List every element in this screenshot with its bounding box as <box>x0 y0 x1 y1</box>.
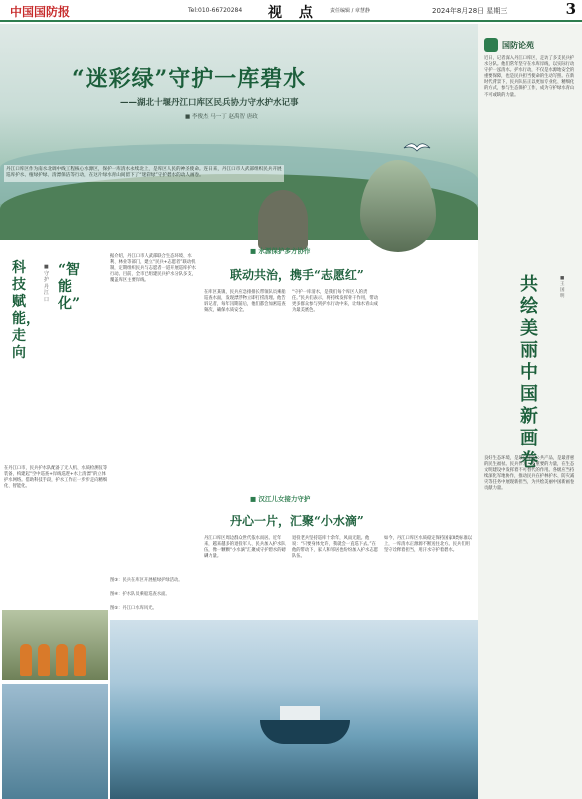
photo-caption-2: 图④：护水队员乘船巡查水面。 <box>110 592 170 597</box>
photo-militia-patrol <box>258 190 308 250</box>
commentary-title: 共绘美丽中国新画卷 <box>520 274 538 471</box>
section2-col3: 如今，丹江口库区水质稳定保持国家Ⅱ类标准以上，一库清水正源源不断送往北方。民兵们用坚守诠释着担当，用汗水守护着碧水。 <box>384 536 473 554</box>
photo-patrol-boat <box>110 620 478 799</box>
commentary-body: 良好生态环境，是最公平的公共产品，是最普惠的民生福祉。民兵作为一支重要的力量，在生态文明建设中发挥着不可替代的作用。各级应当持续深化军地协作，推动民兵在护林护水、防灾减灾等任务中展现新担当，为共绘美丽中国新画卷贡献力量。 <box>484 456 575 492</box>
column-title: 国防论苑 <box>502 41 534 50</box>
telephone: Tel:010-66720284 <box>188 7 243 14</box>
left-kicker: ■ 守护丹江口 <box>44 264 50 303</box>
intro-text: 丹江口库区作为南水北调中线工程核心水源区，保护一库清水永续北上，是库区人民的神圣使命。连日来，丹江口市人武部组织民兵开展巡库护水、植绿护绿、清漂保洁等行动，在这片绿水青山间留下了“迷彩绿”守护碧水的动人画卷。 <box>4 165 284 182</box>
section1-title: 联动共治，携手“志愿红” <box>230 268 364 282</box>
byline: ■ 李俊杰 马一丁 赵禹智 唐政 <box>185 114 258 120</box>
commentary-author: ■ 王国明 <box>560 276 565 299</box>
section1-col2: 在库区某镇，民兵应急排排长带领队员乘船巡查水面，发现漂浮物立即打捞清理。他告诉记者，每年汛期前后，他们都会加密巡查频次，确保水质安全。 <box>204 290 286 314</box>
figure-soldier <box>74 644 86 676</box>
figure-soldier <box>20 644 32 676</box>
newspaper-logo: 中国国防报 <box>10 5 71 19</box>
section2-title: 丹心一片，汇聚“小水滴” <box>230 514 364 528</box>
left-headline-end: “智能化” <box>58 262 81 312</box>
left-column <box>0 240 110 799</box>
figure-soldier <box>38 644 50 676</box>
editor-credit: 责任编辑 / 章慧静 <box>330 8 370 14</box>
column-body-top: 近日，记者深入丹江口库区，走访了多支民兵护水分队。他们常年坚守在水库岸线，以实际行动守护一泓清水。护水行动，不仅是水源地安全的重要保障，也是民兵担当使命的生动写照。在新时代背景下，民兵队伍正以更加专业化、精细化的方式，参与生态保护工作，成为守护绿水青山不可或缺的力量。 <box>484 56 575 98</box>
section-name: 视 点 <box>268 5 319 21</box>
subheadline: ——湖北十堰丹江口库区民兵协力守水护水记事 <box>120 98 299 108</box>
left-body: 在丹江口市，民兵护水队配备了无人机、水质检测仪等装备，构建起“空中巡查+岸线巡逻+水上清漂”的立体护水网络。借助科技手段，护水工作正一步步走向精细化、智能化。 <box>4 466 108 490</box>
left-headline: 科技赋能，走向 <box>12 260 40 361</box>
page-number: 3 <box>565 0 576 18</box>
figure-soldier <box>56 644 68 676</box>
photo-militia-team <box>2 610 108 680</box>
section2-label: ■ 汉江儿女接力守护 <box>250 495 311 503</box>
bird-icon <box>402 140 432 154</box>
photo-caption-3: 图⑤：丹江口水库风光。 <box>110 606 157 611</box>
section1-col3: “守护一库清水，是我们每个库区人的责任。”民兵们表示，将持续发挥骨干作用，带动更多群众参与到护水行动中来，让绿水青山成为最美底色。 <box>292 290 379 314</box>
section1-col1: 据介绍，丹江口市人武部联合生态环境、水利、林业等部门，建立“民兵+志愿者”联动机制，定期组织民兵与志愿者一道开展巡库护水行动。目前，全市已组建民兵护水分队多支，覆盖库区主要岸线。 <box>110 254 196 284</box>
section1-label: ■ 水源保护多方协作 <box>250 247 311 255</box>
issue-date: 2024年8月28日 星期三 <box>432 7 508 15</box>
photo-river-city <box>2 684 108 799</box>
boat-icon <box>260 720 350 744</box>
section2-col2: 退役老兵坚持巡库十余年，风雨无阻。他说：“只要身体允许，我就会一直巡下去。”在他的带动下，家人和邻居也纷纷加入护水志愿队伍。 <box>292 536 378 560</box>
sidebar-column <box>478 24 582 799</box>
headline: “迷彩绿”守护一库碧水 <box>72 66 307 92</box>
photo-caption-1: 图③：民兵在库区开展植绿护绿活动。 <box>110 578 183 583</box>
masthead <box>0 0 582 22</box>
leaf-icon <box>484 38 498 52</box>
section2-col1: 丹江口库区周边群众世代依水而居。近年来，越来越多的退役军人、民兵加入护水队伍，像一颗颗“小水滴”汇聚成守护碧水的磅礴力量。 <box>204 536 286 560</box>
